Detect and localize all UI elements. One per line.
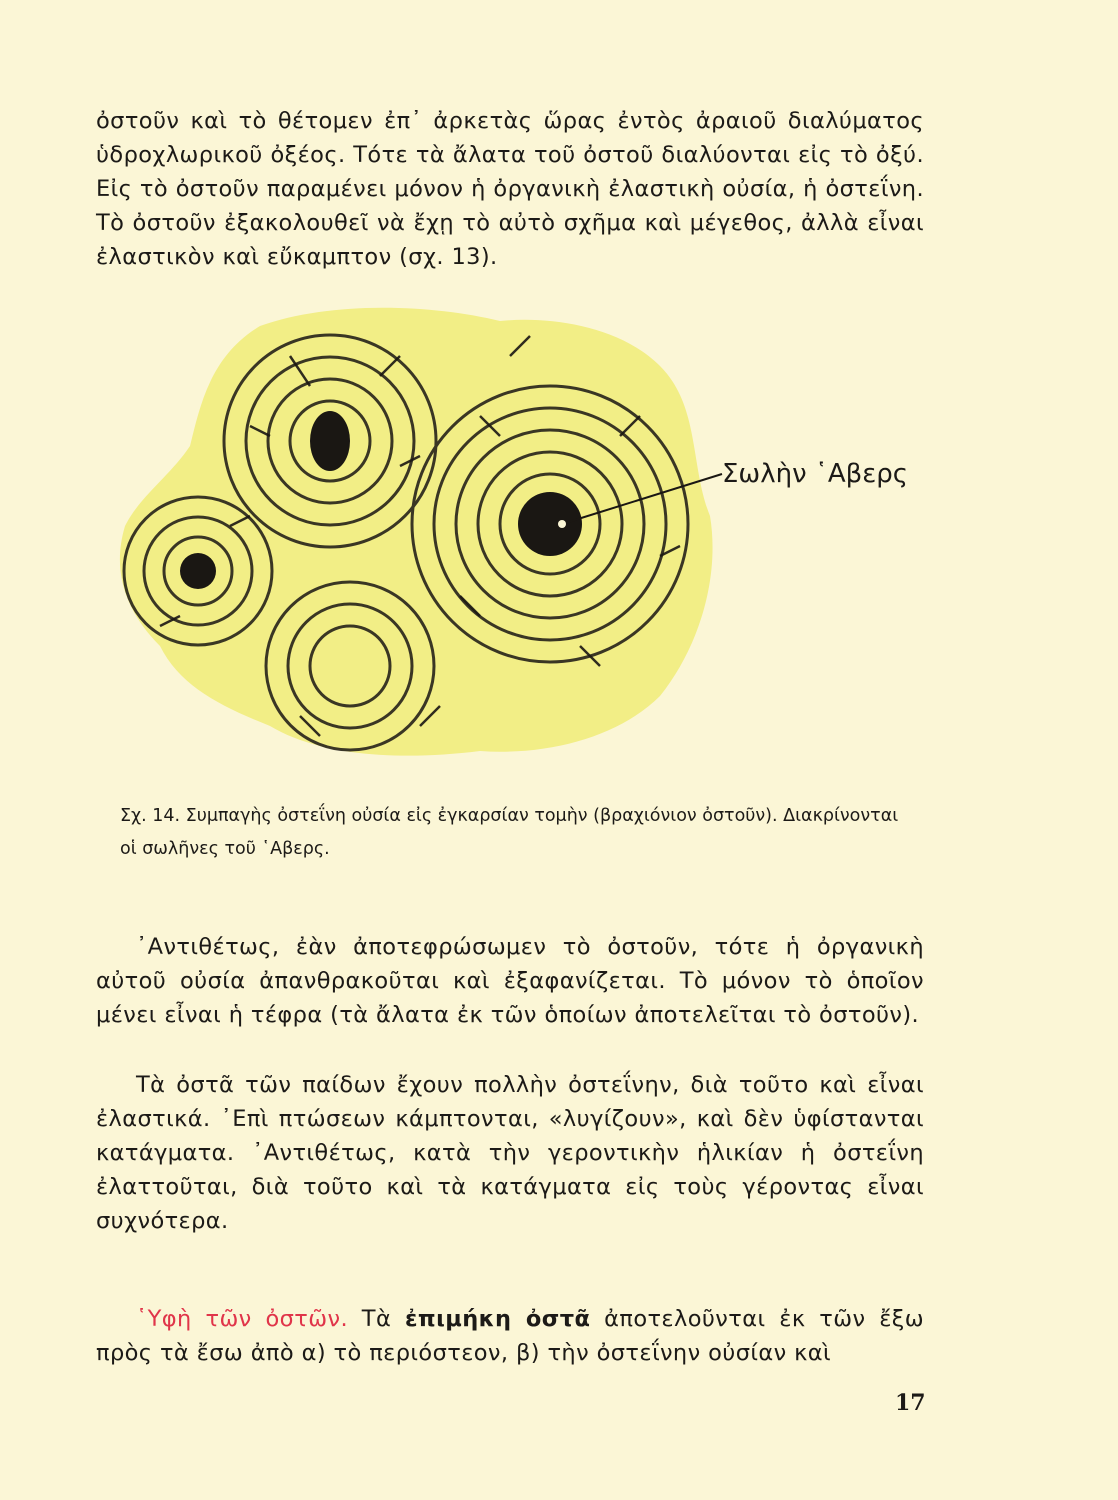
section-heading: ῾Υφὴ τῶν ὀστῶν. [136,1306,348,1332]
haversian-canal-label: Σωλὴν ῾Αβερς [722,459,909,489]
bone-cross-section-figure [100,296,940,766]
figure-caption: Σχ. 14. Συμπαγὴς ὀστεΐνη οὐσία εἰς ἐγκαρσίαν τομὴν (βραχιόνιον ὀστοῦν). Διακρίνονται οἱ σωλῆνες τοῦ ῾Αβερς. [120,806,899,859]
haversian-canal-left [180,553,216,589]
haversian-illustration [100,296,940,766]
haversian-canal-center [518,492,582,556]
page-number: 17 [895,1390,926,1416]
paragraph-4-lead: Τὰ [348,1306,405,1332]
paragraph-2: ᾽Αντιθέτως, ἐὰν ἀποτεφρώσωμεν τὸ ὀστοῦν, τότε ἡ ὀργανικὴ αὐτοῦ οὐσία ἀπανθρακοῦται καὶ ἐξαφανίζεται. Τὸ μόνον τὸ ὁποῖον μένει εἶναι ἡ τέφρα (τὰ ἄλατα ἐκ τῶν ὁποίων ἀποτελεῖται τὸ ὀστοῦν). [96,934,924,1028]
label-pointer-dot [558,520,566,528]
figure-background-blob [120,308,713,756]
bold-term: ἐπιμήκη ὀστᾶ [404,1306,591,1332]
paragraph-3: Τὰ ὀστᾶ τῶν παίδων ἔχουν πολλὴν ὀστεΐνην, διὰ τοῦτο καὶ εἶναι ἐλαστικά. ᾽Επὶ πτώσεων κάμπτονται, «λυγίζουν», καὶ δὲν ὑφίστανται κατάγματα. ᾽Αντιθέτως, κατὰ τὴν γεροντικὴν ἡλικίαν ἡ ὀστεΐνη ἐλαττοῦται, διὰ τοῦτο καὶ τὰ κατάγματα εἰς τοὺς γέροντας εἶναι συχνότερα. [96,1072,924,1234]
paragraph-4 [96,1302,924,1370]
paragraph-1: ὀστοῦν καὶ τὸ θέτομεν ἐπ᾽ ἀρκετὰς ὥρας ἐντὸς ἀραιοῦ διαλύματος ὑδροχλωρικοῦ ὀξέος. Τότε τὰ ἄλατα τοῦ ὀστοῦ διαλύονται εἰς τὸ ὀξύ. Εἰς τὸ ὀστοῦν παραμένει μόνον ἡ ὀργανικὴ ἐλαστικὴ οὐσία, ἡ ὀστεΐνη. Τὸ ὀστοῦν ἐξακολουθεῖ νὰ ἔχῃ τὸ αὐτὸ σχῆμα καὶ μέγεθος, ἀλλὰ εἶναι ἐλαστικὸν καὶ εὔκαμπτον (σχ. 13). [96,108,924,270]
paragraph-4-rest: ἀποτελοῦνται ἐκ τῶν ἔξω πρὸς τὰ ἔσω ἀπὸ α) τὸ περιόστεον, β) τὴν ὀστεΐνην οὐσίαν καὶ [96,1306,924,1366]
haversian-canal-large [310,411,350,471]
